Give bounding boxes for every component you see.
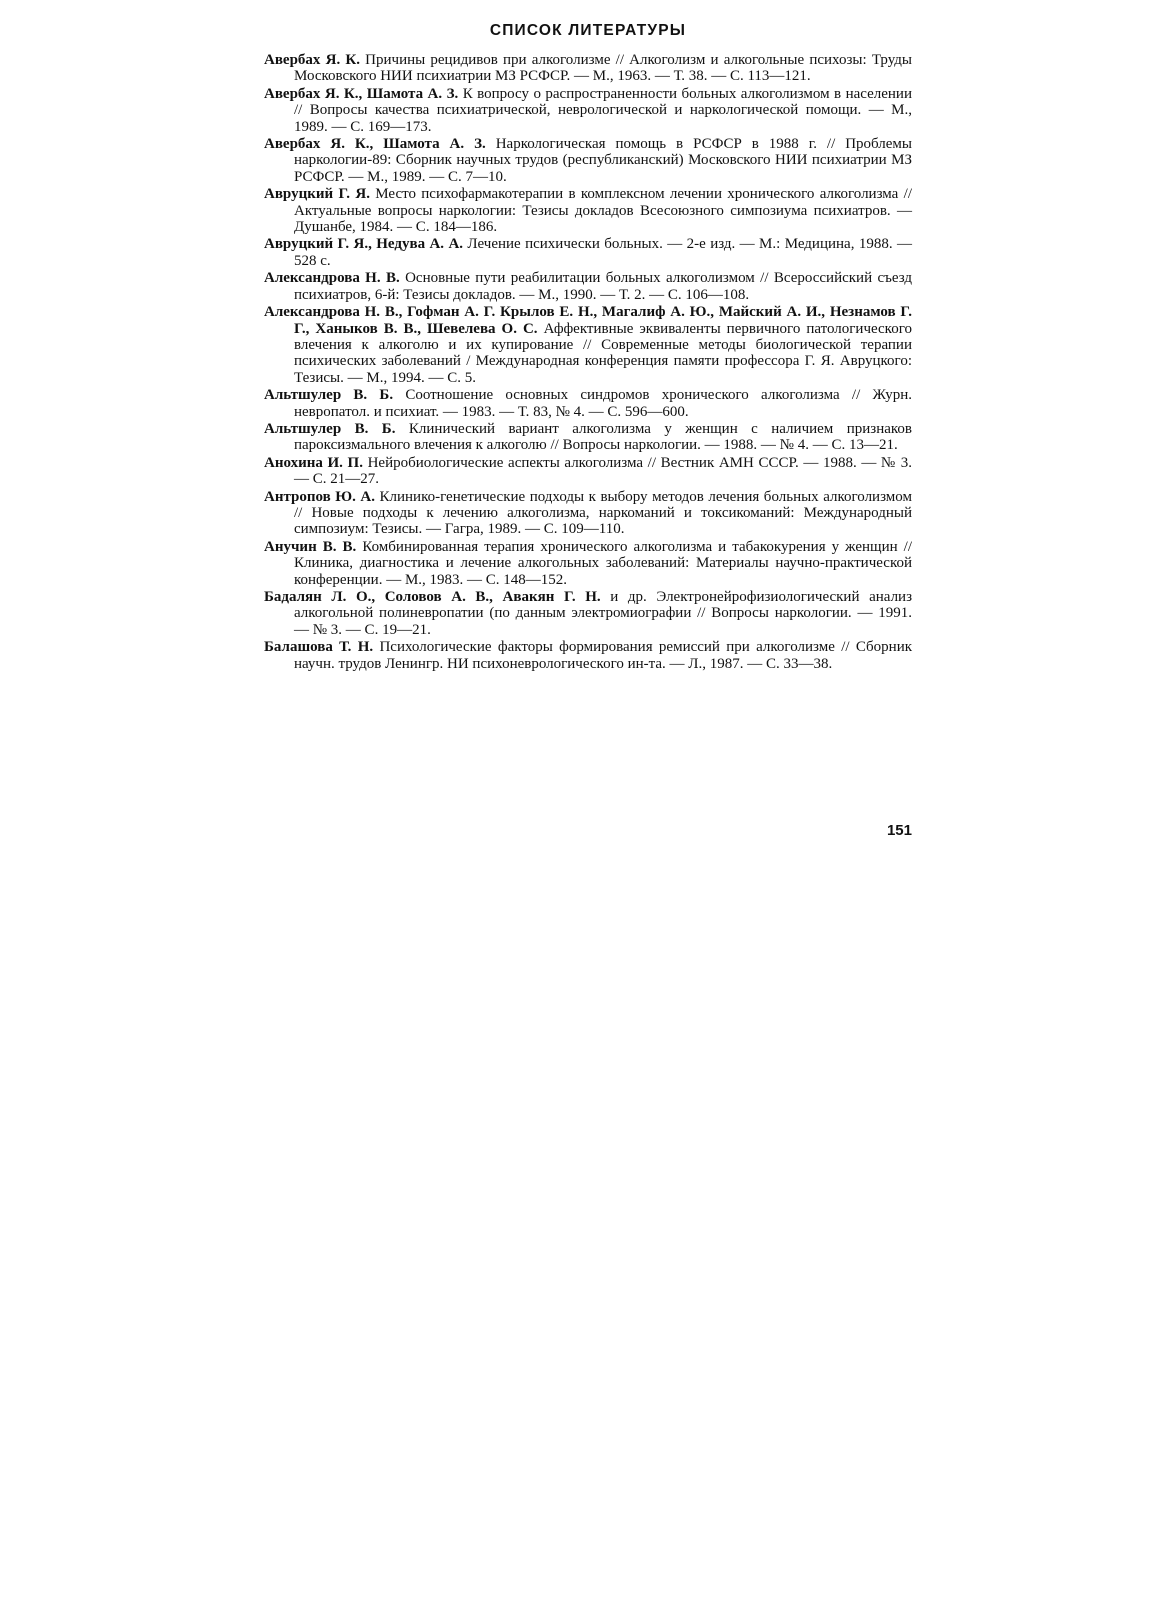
reference-item [264, 186, 912, 235]
reference-author: Авербах Я. К., Шамота А. З. [264, 85, 459, 102]
reference-item [264, 86, 912, 135]
reference-text: К вопросу о распространенности больных алкоголизмом в населении // Вопросы качества психиатрической, неврологической и наркологической помощи. — М., 1989. — С. 169—173. [294, 85, 912, 135]
reference-text: Основные пути реабилитации больных алкоголизмом // Всероссийский съезд психиатров, 6-й: Тезисы докладов. — М., 1990. — Т. 2. — С. 106—108. [294, 270, 912, 303]
reference-text: и др. Электронейрофизиологический анализ алкогольной полиневропатии (по данным электромиографии // Вопросы наркологии. — 1991. — № 3. — С. 19—21. [294, 589, 913, 638]
page-number: 151 [886, 822, 912, 839]
page-title: СПИСОК ЛИТЕРАТУРЫ [489, 22, 687, 39]
reference-author: Авербах Я. К. [264, 52, 360, 68]
reference-item [264, 455, 912, 488]
reference-text: Соотношение основных синдромов хронического алкоголизма // Журн. невропатол. и психиат. — 1983. — Т. 83, № 4. — С. 596—600. [294, 387, 912, 420]
reference-item [264, 270, 912, 303]
reference-text: Клинический вариант алкоголизма у женщин с наличием признаков пароксизмального влечения к алкоголю // Вопросы наркологии. — 1988. — № 4. — С. 13—21. [294, 420, 912, 454]
reference-author: Антропов Ю. А. [264, 488, 375, 505]
reference-text: Наркологическая помощь в РСФСР в 1988 г. // Проблемы наркологии-89: Сборник научных трудов (республиканский) Московского НИИ психиатрии МЗ РСФСР. — М., 1989. — С. 7—10. [294, 136, 912, 185]
reference-item [264, 639, 912, 672]
reference-text: Психологические факторы формирования ремиссий при алкоголизме // Сборник научн. трудов Ленингр. НИ психоневрологического ин-та. — Л., 1987. — С. 33—38. [294, 639, 913, 672]
reference-text: Клинико-генетические подходы к выбору методов лечения больных алкоголизмом // Новые подходы к лечению алкоголизма, наркоманий и токсикоманий: Международный симпозиум: Тезисы. — Гагра, 1989. — С. 109—110. [294, 488, 912, 538]
reference-item [264, 52, 912, 85]
reference-item [264, 304, 912, 386]
reference-item [264, 489, 912, 538]
reference-author: Александрова Н. В., Гофман А. Г. Крылов Е. Н., Магалиф А. Ю., Майский А. И., Незнамов Г. Г., Ханыков В. В., Шевелева О. С. [264, 304, 912, 337]
reference-author: Бадалян Л. О., Соловов А. В., Авакян Г. Н. [264, 589, 601, 605]
reference-author: Альтшулер В. Б. [264, 387, 394, 404]
reference-item [264, 539, 912, 588]
reference-author: Александрова Н. В. [264, 270, 400, 287]
bibliography-page [264, 22, 913, 839]
reference-author: Анучин В. В. [264, 538, 357, 555]
reference-text: Место психофармакотерапии в комплексном лечении хронического алкоголизма // Актуальные вопросы наркологии: Тезисы докладов Всесоюзного симпозиума психиатров. — Душанбе, 1984. — С. 184—186. [294, 186, 912, 236]
reference-item [264, 589, 912, 638]
reference-text: Аффективные эквиваленты первичного патологического влечения к алкоголю и их купирование // Современные методы биологической терапии психических заболеваний / Международная конференция памяти профессора Г. Я. Авруцкого: Тезисы. — М., 1994. — С. 5. [294, 320, 912, 386]
reference-author: Авербах Я. К., Шамота А. З. [264, 136, 486, 153]
reference-author: Авруцкий Г. Я. [264, 186, 370, 203]
reference-author: Балашова Т. Н. [264, 639, 374, 656]
reference-text: Лечение психически больных. — 2-е изд. — М.: Медицина, 1988. — 528 с. [294, 236, 912, 269]
reference-text: Комбинированная терапия хронического алкоголизма и табакокурения у женщин // Клиника, диагностика и лечение алкогольных заболеваний: Материалы научно-практической конференции. — М., 1983. — С. 148—152. [294, 538, 912, 588]
reference-text: Нейробиологические аспекты алкоголизма // Вестник АМН СССР. — 1988. — № 3. — С. 21—27. [294, 454, 912, 488]
reference-author: Анохина И. П. [264, 454, 363, 471]
reference-item [264, 421, 912, 454]
reference-list [264, 52, 912, 672]
reference-item [264, 236, 912, 269]
reference-text: Причины рецидивов при алкоголизме // Алкоголизм и алкогольные психозы: Труды Московского НИИ психиатрии МЗ РСФСР. — М., 1963. — Т. 38. — С. 113—121. [294, 52, 912, 85]
reference-author: Альтшулер В. Б. [264, 420, 396, 437]
reference-author: Авруцкий Г. Я., Недува А. А. [264, 236, 464, 253]
reference-item [264, 387, 912, 420]
reference-item [264, 136, 912, 185]
